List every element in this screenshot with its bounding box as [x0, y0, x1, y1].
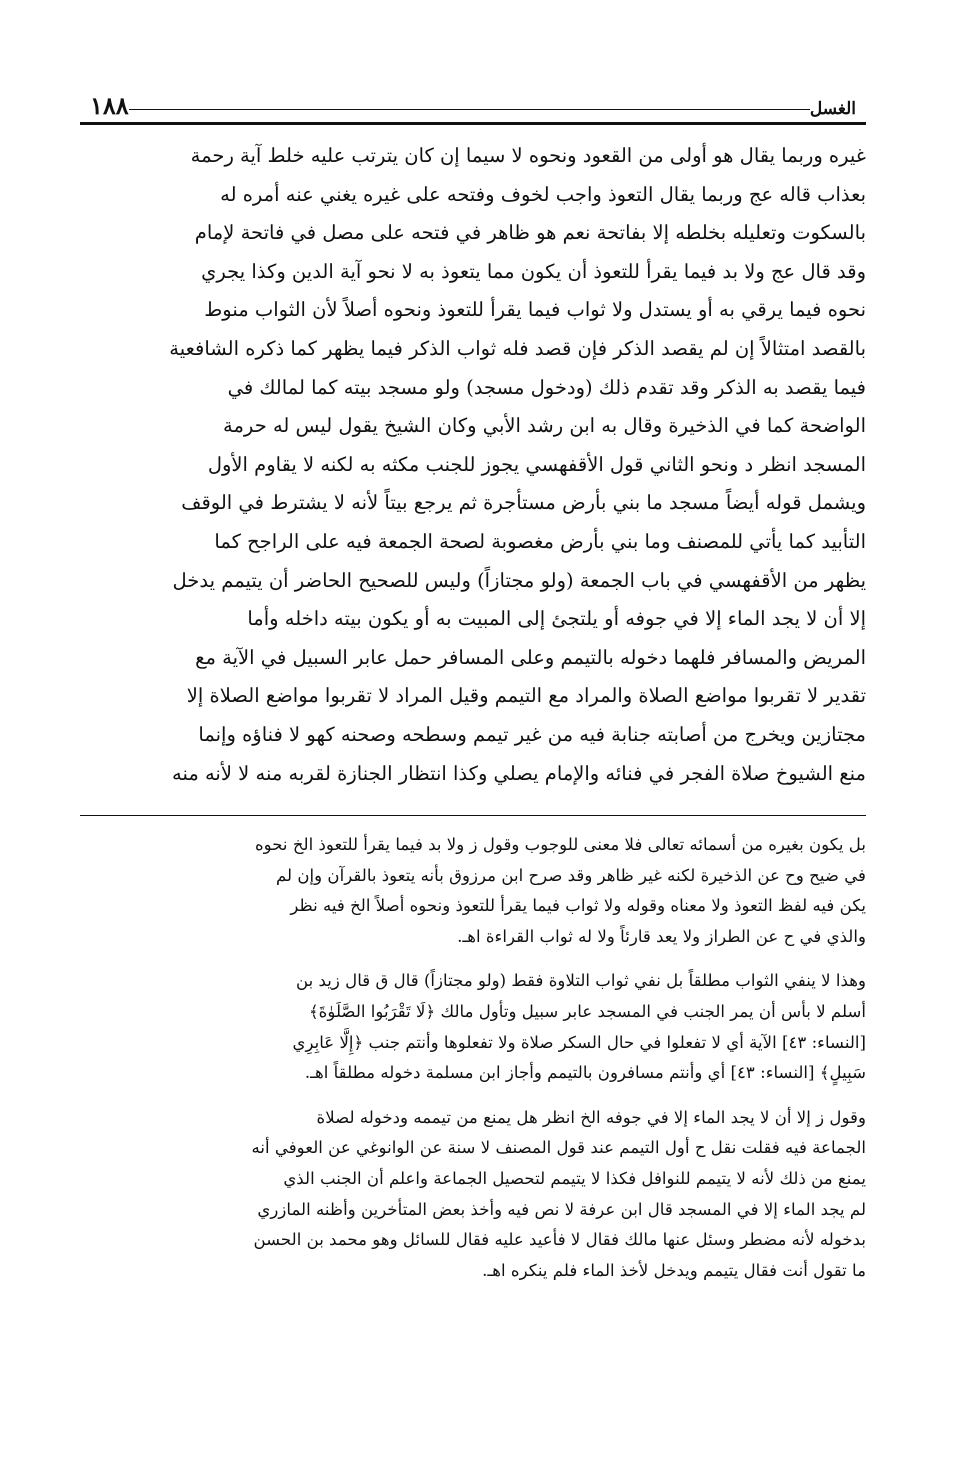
main-text-line: إلا أن لا يجد الماء إلا في جوفه أو يلتجئ إلى المبيت به أو يكون بيته داخله وأما — [247, 607, 866, 631]
footnote-line: والذي في ح عن الطراز ولا يعد قارئاً ولا له ثواب القراءة اهـ. — [457, 926, 866, 946]
header-rule — [80, 109, 866, 110]
main-text-line: المريض والمسافر فلهما دخوله بالتيمم وعلى المسافر حمل عابر السبيل في الآية مع — [195, 645, 866, 669]
main-text-line: فيما يقصد به الذكر وقد تقدم ذلك (ودخول مسجد) ولو مسجد بيته كما لمالك في — [227, 375, 866, 399]
main-text — [80, 137, 866, 793]
footnote-line: ما تقول أنت فقال يتيمم ويدخل لأخذ الماء فلم ينكره اهـ. — [482, 1260, 866, 1280]
main-text-line: مجتازين ويخرج من أصابته جنابة فيه من غير تيمم وسطحه وصحنه كهو لا فناؤه وإنما — [198, 722, 866, 746]
footnote-line: يمنع من ذلك لأنه لا يتيمم للنوافل فكذا لا يتيمم لتحصيل الجماعة واعلم أن الجنب الذي — [283, 1169, 866, 1189]
main-text-line: الواضحة كما في الذخيرة وقال به ابن رشد الأبي وكان الشيخ يقول ليس له حرمة — [223, 414, 866, 438]
footnote-line: في ضيح وح عن الذخيرة لكنه غير ظاهر وقد صرح ابن مرزوق بأنه يتعوذ بالقرآن وإن لم — [275, 865, 866, 885]
main-text-line: بعذاب قاله عج وربما يقال التعوذ واجب لخوف وفتحه على غيره يغني عنه أمره له — [220, 182, 866, 206]
footnote-paragraph — [80, 966, 866, 1088]
page-number: ١٨٨ — [80, 94, 129, 118]
footnote-line: أسلم لا بأس أن يمر الجنب في المسجد عابر سبيل وتأول مالك ﴿لَا تَقْرَبُوا الصَّلَوٰةَ﴾ — [308, 1002, 866, 1022]
main-text-line: وقد قال عج ولا بد فيما يقرأ للتعوذ أن يكون مما يتعوذ به لا نحو آية الدين وكذا يجري — [201, 259, 866, 283]
main-text-line: التأبيد كما يأتي للمصنف وما بني بأرض مغصوبة لصحة الجمعة فيه على الراجح كما — [214, 529, 866, 553]
footnote-line: وقول ز إلا أن لا يجد الماء إلا في جوفه الخ انظر هل يمنع من تيممه ودخوله لصلاة — [316, 1107, 866, 1127]
footnote-line: سَبِيلٍ﴾ [النساء: ٤٣] أي وأنتم مسافرون بالتيمم وأجاز ابن مسلمة دخوله مطلقاً اهـ. — [304, 1063, 866, 1083]
footnote-line: يكن فيه لفظ التعوذ ولا معناه وقوله ولا ثواب فيما يقرأ للتعوذ ونحوه أصلاً الخ فيه نظر — [290, 896, 866, 916]
main-text-line: نحوه فيما يرقي به أو يستدل ولا ثواب فيما يقرأ للتعوذ ونحوه أصلاً لأن الثواب منوط — [204, 298, 866, 322]
footnote-separator — [80, 815, 866, 816]
footnote-paragraph — [80, 1103, 866, 1287]
main-text-line: بالقصد امتثالاً إن لم يقصد الذكر فإن قصد فله ثواب الذكر فيما يظهر كما ذكره الشافعية — [169, 336, 866, 360]
footnote-line: الجماعة فيه فقلت نقل ح أول التيمم عند قول المصنف لا سنة عن الوانوغي عن العوفي أنه — [251, 1138, 866, 1158]
main-text-line: ويشمل قوله أيضاً مسجد ما بني بأرض مستأجرة ثم يرجع بيتاً لأنه لا يشترط في الوقف — [181, 491, 866, 515]
footnote-line: لم يجد الماء إلا في المسجد قال ابن عرفة لا نص فيه وأخذ بعض المتأخرين وأظنه المازري — [257, 1199, 866, 1219]
footnote-line: بل يكون بغيره من أسمائه تعالى فلا معنى للوجوب وقول ز ولا بد فيما يقرأ للتعوذ الخ نحوه — [254, 835, 866, 855]
document-page — [80, 88, 866, 1300]
footnote-line: وهذا لا ينفي الثواب مطلقاً بل نفي ثواب التلاوة فقط (ولو مجتازاً) قال ق قال زيد بن — [296, 971, 866, 991]
main-text-line: تقدير لا تقربوا مواضع الصلاة والمراد مع التيمم وقيل المراد لا تقربوا مواضع الصلاة إلا — [186, 684, 866, 708]
main-text-line: منع الشيوخ صلاة الفجر في فنائه والإمام يصلي وكذا انتظار الجنازة لقربه منه لا لأنه منه — [171, 761, 866, 785]
running-head: الغسل — [810, 101, 866, 118]
main-text-line: يظهر من الأقفهسي في باب الجمعة (ولو مجتازاً) وليس للصحيح الحاضر أن يتيمم يدخل — [172, 568, 866, 592]
footnote-line: [النساء: ٤٣] الآية أي لا تفعلوا في حال السكر صلاة ولا تفعلوها وأنتم جنب ﴿إِلَّا عَابِرِي — [292, 1032, 866, 1052]
main-text-line: غيره وربما يقال هو أولى من القعود ونحوه لا سيما إن كان يترتب عليه خلط آية رحمة — [190, 144, 866, 167]
main-text-line: بالسكوت وتعليله بخلطه إلا بفاتحة نعم هو ظاهر في فتحه على مصل في فاتحة لإمام — [194, 221, 866, 245]
footnote-line: بدخوله لأنه مضطر وسئل عنها مالك فقال لا فأعيد عليه فقال للسائل وهو محمد بن الحسن — [253, 1230, 866, 1250]
page-header — [80, 88, 866, 125]
footnote-paragraph — [80, 830, 866, 952]
main-text-line: المسجد انظر د ونحو الثاني قول الأقفهسي يجوز للجنب مكثه به لكنه لا يقاوم الأول — [207, 452, 866, 476]
footnotes — [80, 830, 866, 1286]
